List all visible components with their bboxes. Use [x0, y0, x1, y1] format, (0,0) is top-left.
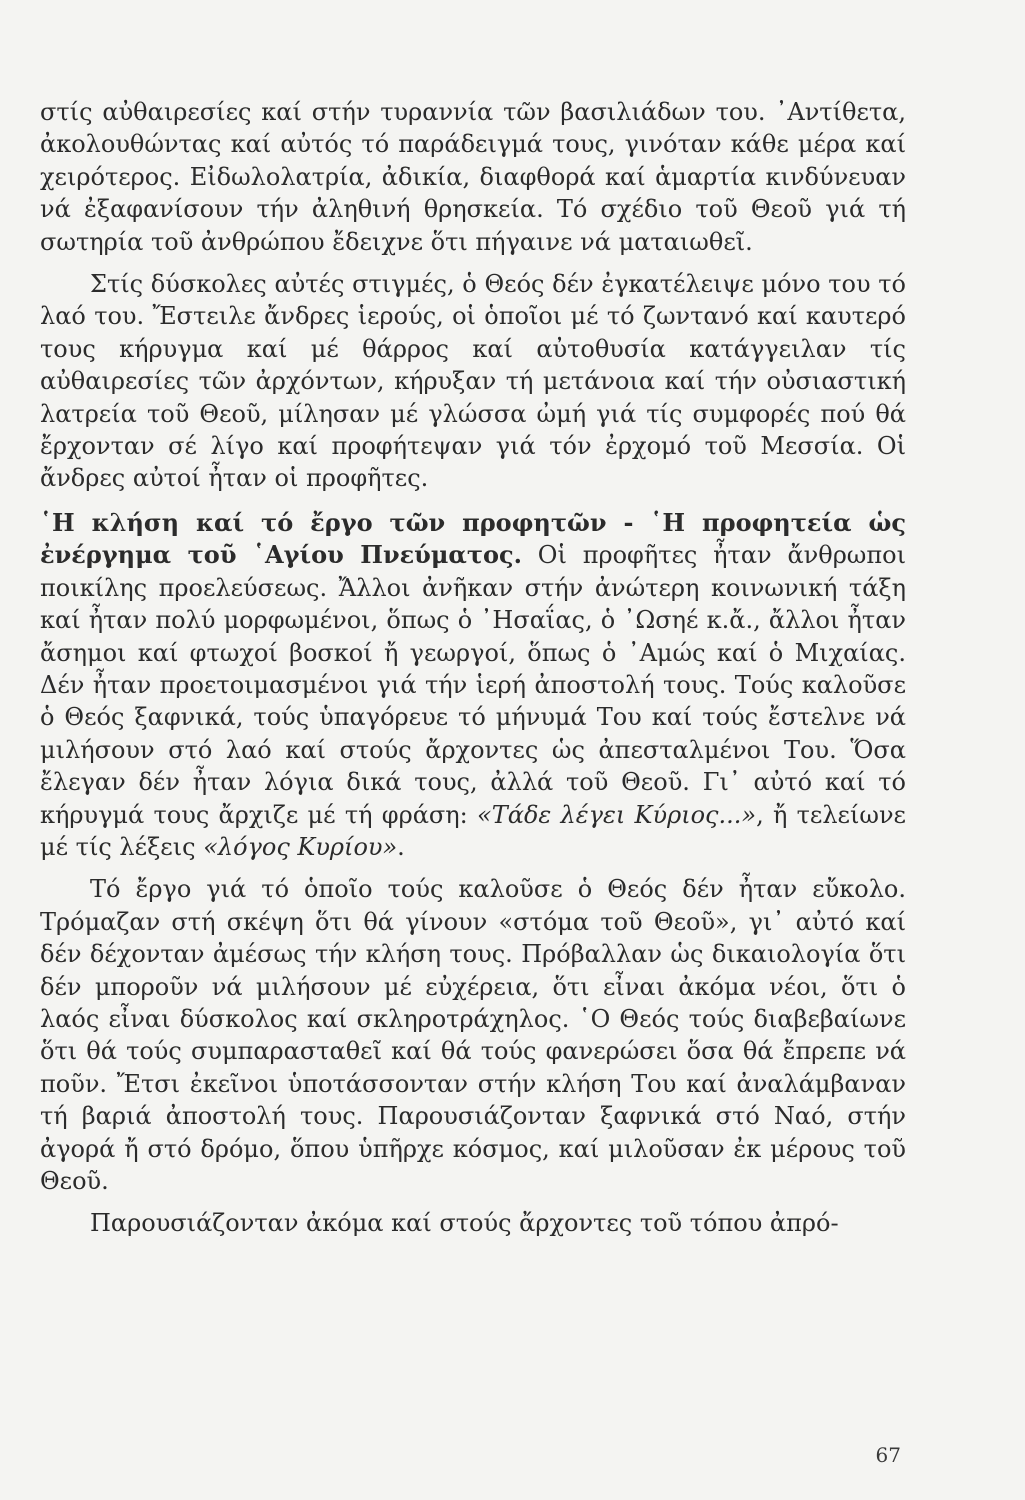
section-paragraph: [40, 507, 906, 863]
section-text-2: , ἤ τελείωνε μέ τίς λέξεις: [40, 800, 906, 861]
page-body: [40, 96, 906, 1250]
section-text-3: .: [397, 832, 405, 861]
paragraph-4: Παρουσιάζονταν ἀκόμα καί στούς ἄρχοντες τοῦ τόπου ἀπρό-: [90, 1209, 839, 1238]
section-text-1: Οἱ προφῆτες ἦταν ἄνθρωποι ποικίλης προελεύσεως. Ἄλλοι ἀνῆκαν στήν ἀνώτερη κοινωνική τάξη καί ἦταν πολύ μορφωμένοι, ὅπως ὁ ᾿Ησαΐας, ὁ ᾿Ωσηέ κ.ἄ., ἄλλοι ἦταν ἄσημοι καί φτωχοί βοσκοί ἤ γεωργοί, ὅπως ὁ ᾿Αμώς καί ὁ Μιχαίας. Δέν ἦταν προετοιμασμένοι γιά τήν ἱερή ἀποστολή τους. Τούς καλοῦσε ὁ Θεός ξαφνικά, τούς ὑπαγόρευε τό μήνυμά Του καί τούς ἔστελνε νά μιλήσουν στό λαό καί στούς ἄρχοντες ὡς ἀπεσταλμένοι Του. Ὅσα ἔλεγαν δέν ἦταν λόγια δικά τους, ἀλλά τοῦ Θεοῦ. Γι᾿ αὐτό καί τό κήρυγμά τους ἄρχιζε μέ τή φράση:: [40, 541, 907, 829]
paragraph-2: Στίς δύσκολες αὐτές στιγμές, ὁ Θεός δέν ἐγκατέλειψε μόνο του τό λαό του. Ἔστειλε ἄνδρες ἱερούς, οἱ ὁποῖοι μέ τό ζωντανό καί καυτερό τους κήρυγμα καί μέ θάρρος καί αὐτοθυσία κατάγγειλαν τίς αὐθαιρεσίες τῶν ἀρχόντων, κήρυξαν τή μετάνοια καί τήν οὐσιαστική λατρεία τοῦ Θεοῦ, μίλησαν μέ γλώσσα ὠμή γιά τίς συμφορές πού θά ἔρχονταν σέ λίγο καί προφήτεψαν γιά τόν ἐρχομό τοῦ Μεσσία. Οἱ ἄνδρες αὐτοί ἦταν οἱ προφῆτες.: [40, 270, 906, 493]
quote-tade-legei: «Τάδε λέγει Κύριος...»: [477, 800, 757, 829]
quote-logos-kyriou: «λόγος Κυρίου»: [203, 832, 398, 861]
section-heading: ῾Η κλήση καί τό ἔργο τῶν προφητῶν - ῾Η προφητεία ὡς ἐνέργημα τοῦ ῾Αγίου Πνεύματος.: [40, 507, 906, 570]
paragraph-3: Τό ἔργο γιά τό ὁποῖο τούς καλοῦσε ὁ Θεός δέν ἦταν εὔκολο. Τρόμαζαν στή σκέψη ὅτι θά γίνουν «στόμα τοῦ Θεοῦ», γι᾿ αὐτό καί δέν δέχονταν ἀμέσως τήν κλήση τους. Πρόβαλλαν ὡς δικαιολογία ὅτι δέν μποροῦν νά μιλήσουν μέ εὐχέρεια, ὅτι εἶναι ἀκόμα νέοι, ὅτι ὁ λαός εἶναι δύσκολος καί σκληροτράχηλος. ῾Ο Θεός τούς διαβεβαίωνε ὅτι θά τούς συμπαρασταθεῖ καί θά τούς φανερώσει ὅσα θά ἔπρεπε νά ποῦν. Ἔτσι ἐκεῖνοι ὑποτάσσονταν στήν κλήση Του καί ἀναλάμβαναν τή βαριά ἀποστολή τους. Παρουσιάζονταν ξαφνικά στό Ναό, στήν ἀγορά ἤ στό δρόμο, ὅπου ὑπῆρχε κόσμος, καί μιλοῦσαν ἐκ μέρους τοῦ Θεοῦ.: [40, 875, 906, 1195]
page-number: 67: [875, 1443, 901, 1467]
paragraph-1: στίς αὐθαιρεσίες καί στήν τυραννία τῶν βασιλιάδων του. ᾿Αντίθετα, ἀκολουθώντας καί αὐτός τό παράδειγμά τους, γινόταν κάθε μέρα καί χειρότερος. Εἰδωλολατρία, ἀδικία, διαφθορά καί ἁμαρτία κινδύνευαν νά ἐξαφανίσουν τήν ἀληθινή θρησκεία. Τό σχέδιο τοῦ Θεοῦ γιά τή σωτηρία τοῦ ἀνθρώπου ἔδειχνε ὅτι πήγαινε νά ματαιωθεῖ.: [40, 98, 906, 256]
